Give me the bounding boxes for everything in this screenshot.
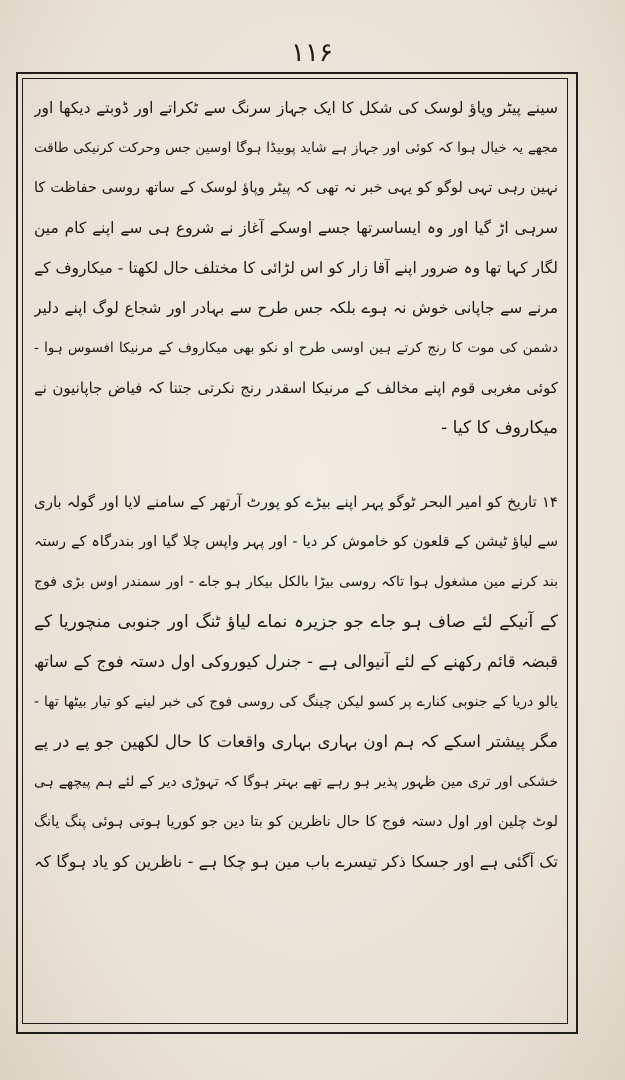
paragraph-2 <box>34 482 558 882</box>
text-line: سینے پیٹر وپاؤ لوسک کی شکل کا ایک جہاز سرنگ سے ٹکراتے اور ڈوبتے دیکھا اور <box>34 99 558 117</box>
text-line: قبضہ قائم رکھنے کے لئے آنیوالی ہے - جنرل کیوروکی اول دستہ فوج کے ساتھ <box>34 652 558 671</box>
body-text <box>34 88 558 1018</box>
text-line: نہین رہی تہی لوگو کو یہی خبر نہ تھی کہ پیٹر وپاؤ لوسک کے ساتھ روسی حفاظت کا <box>34 180 558 196</box>
page-number: ۱۱۶ <box>291 38 333 68</box>
text-line: مجھے یہ خیال ہوا کہ کوئی اور جہاز ہے شاید پوبیڈا ہوگا اوسین جس وحرکت کرنیکی طاقت <box>34 140 558 156</box>
paragraph-gap <box>34 448 558 482</box>
text-line: میکاروف کا کیا - <box>441 418 558 438</box>
text-line: بند کرنے مین مشغول ہوا تاکہ روسی بیڑا بالکل بیکار ہو جاے - اور سمندر اوس بڑی فوج <box>34 574 558 590</box>
text-line: کے آنیکے لئے صاف ہو جاے جو جزیرہ نماے لیاؤ ٹنگ اور جنوبی منچوریا کے <box>34 612 558 632</box>
text-line: مرنے سے جاپانی خوش نہ ہوے بلکہ جس طرح سے بہادر اور شجاع لوگ اپنے دلیر <box>34 299 558 317</box>
text-line: ۱۴ تاریخ کو امیر البحر ٹوگو پہر اپنے بیڑے کو پورٹ آرتھر کے سامنے لایا اور گولہ باری <box>34 493 558 511</box>
text-line: تک آگئی ہے اور جسکا ذکر تیسرے باب مین ہو چکا ہے - ناظرین کو یاد ہوگا کہ <box>34 852 558 871</box>
text-line: سے لیاؤ ٹیشن کے قلعون کو خاموش کر دیا - اور پہر واپس چلا گیا اور بندرگاہ کے رستہ <box>34 534 558 550</box>
text-line: کوئی مغربی قوم اپنے مخالف کے مرنیکا اسقدر رنج نکرتی جتنا کہ فیاض جاپانیون نے <box>34 379 558 397</box>
paragraph-1 <box>34 88 558 448</box>
text-line: دشمن کی موت کا رنج کرتے ہین اوسی طرح او نکو بھی میکاروف کے مرنیکا افسوس ہوا - <box>34 340 558 356</box>
text-line: مگر پیشتر اسکے کہ ہم اون بہاری بہاری واقعات کا حال لکھین جو پے در پے <box>34 732 558 751</box>
text-line: یالو دریا کے جنوبی کنارے پر کسو لیکن چینگ کی روسی فوج کی خبر لینے کو تیار بیٹھا تھا - <box>34 694 558 710</box>
text-line: خشکی اور تری مین ظہور پذیر ہو رہے تھے بہتر ہوگا کہ تہوڑی دیر کے لئے ہم پیچھے ہی <box>34 774 558 790</box>
text-line: لگار کہا تھا وہ ضرور اپنے آقا زار کو اس لڑائی کا مختلف حال لکھتا - میکاروف کے <box>34 259 558 277</box>
text-line: لوٹ چلین اور اول دستہ فوج کا حال ناظرین کو بتا دین جو کوریا ہوتی ہوئی پنگ یانگ <box>34 814 558 830</box>
text-line: سرہی اڑ گیا اور وہ ایساسرتھا جسے اوسکے آغاز نے شروع ہی سے اپنے کام مین <box>34 219 558 237</box>
